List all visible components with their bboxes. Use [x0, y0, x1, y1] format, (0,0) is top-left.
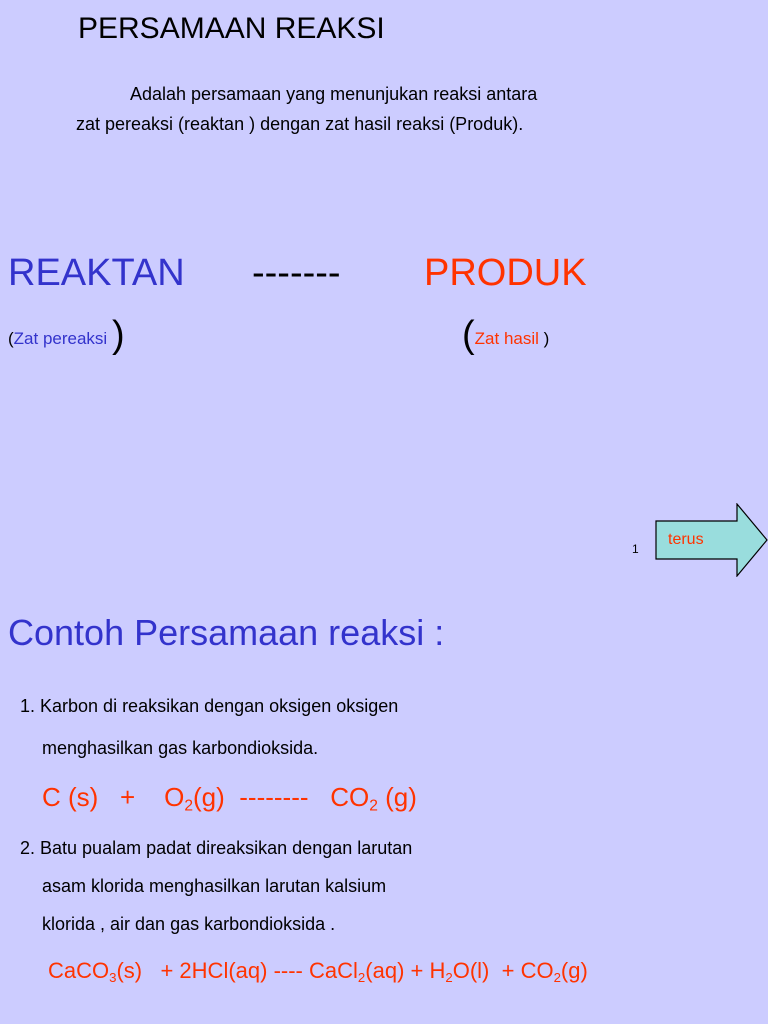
example-2-line-1: 2. Batu pualam padat direaksikan dengan larutan [20, 838, 413, 858]
eq1-oxygen-sub: 2 [184, 797, 194, 815]
equation-1 [42, 782, 417, 813]
examples-title: Contoh Persamaan reaksi : [8, 612, 445, 653]
eq1-plus: + [120, 782, 136, 812]
example-2-line-2: asam klorida menghasilkan larutan kalsium [42, 876, 387, 896]
example-1-line-2: menghasilkan gas karbondioksida. [42, 738, 319, 758]
produk-subtitle-text: Zat hasil [474, 329, 539, 348]
reaction-arrow-dashes: ------- [252, 252, 341, 294]
eq2-cacl-sub: 2 [357, 969, 366, 985]
eq1-arrow: -------- [239, 782, 309, 812]
example-1-line-1: 1. Karbon di reaksikan dengan oksigen oksigen [20, 696, 399, 716]
produk-heading: PRODUK [424, 252, 587, 294]
equation-2 [48, 958, 588, 984]
eq2-cacl-state: (aq) + [365, 958, 424, 983]
reaktan-subtitle-text: Zat pereaksi [13, 329, 108, 348]
eq2-water-state: O(l) [452, 958, 490, 983]
eq2-co: + CO [501, 958, 554, 983]
eq2-hcl: + 2HCl(aq) [160, 958, 268, 983]
eq2-cacl: CaCl [309, 958, 358, 983]
eq2-water: H [429, 958, 446, 983]
reaktan-subtitle: (Zat pereaksi ) [8, 314, 125, 356]
eq1-co-sub: 2 [369, 797, 378, 815]
eq2-caco: CaCO [48, 958, 110, 983]
slide-2 [0, 580, 768, 1024]
eq2-caco-sub: 3 [109, 969, 117, 985]
page-number: 1 [632, 542, 639, 556]
eq1-carbon: C (s) [42, 782, 99, 812]
example-2-line-3: klorida , air dan gas karbondioksida . [42, 914, 336, 934]
eq2-water-sub: 2 [445, 969, 453, 985]
eq1-co: CO [330, 782, 370, 812]
next-button-label[interactable]: terus [668, 531, 704, 548]
slide-title: PERSAMAAN REAKSI [78, 12, 385, 45]
reaktan-heading: REAKTAN [8, 252, 185, 294]
eq1-co-state: (g) [385, 782, 417, 812]
eq2-co-state: (g) [560, 958, 588, 983]
definition-line-2: zat pereaksi (reaktan ) dengan zat hasil reaksi (Produk). [76, 114, 524, 134]
produk-subtitle: (Zat hasil ) [462, 314, 550, 356]
eq2-arrow: ---- [273, 958, 303, 983]
eq2-caco-state: (s) [116, 958, 143, 983]
definition-line-1: Adalah persamaan yang menunjukan reaksi antara [130, 84, 538, 104]
eq1-oxygen: O [164, 782, 185, 812]
eq2-co-sub: 2 [553, 969, 561, 985]
eq1-oxygen-state: (g) [193, 782, 225, 812]
